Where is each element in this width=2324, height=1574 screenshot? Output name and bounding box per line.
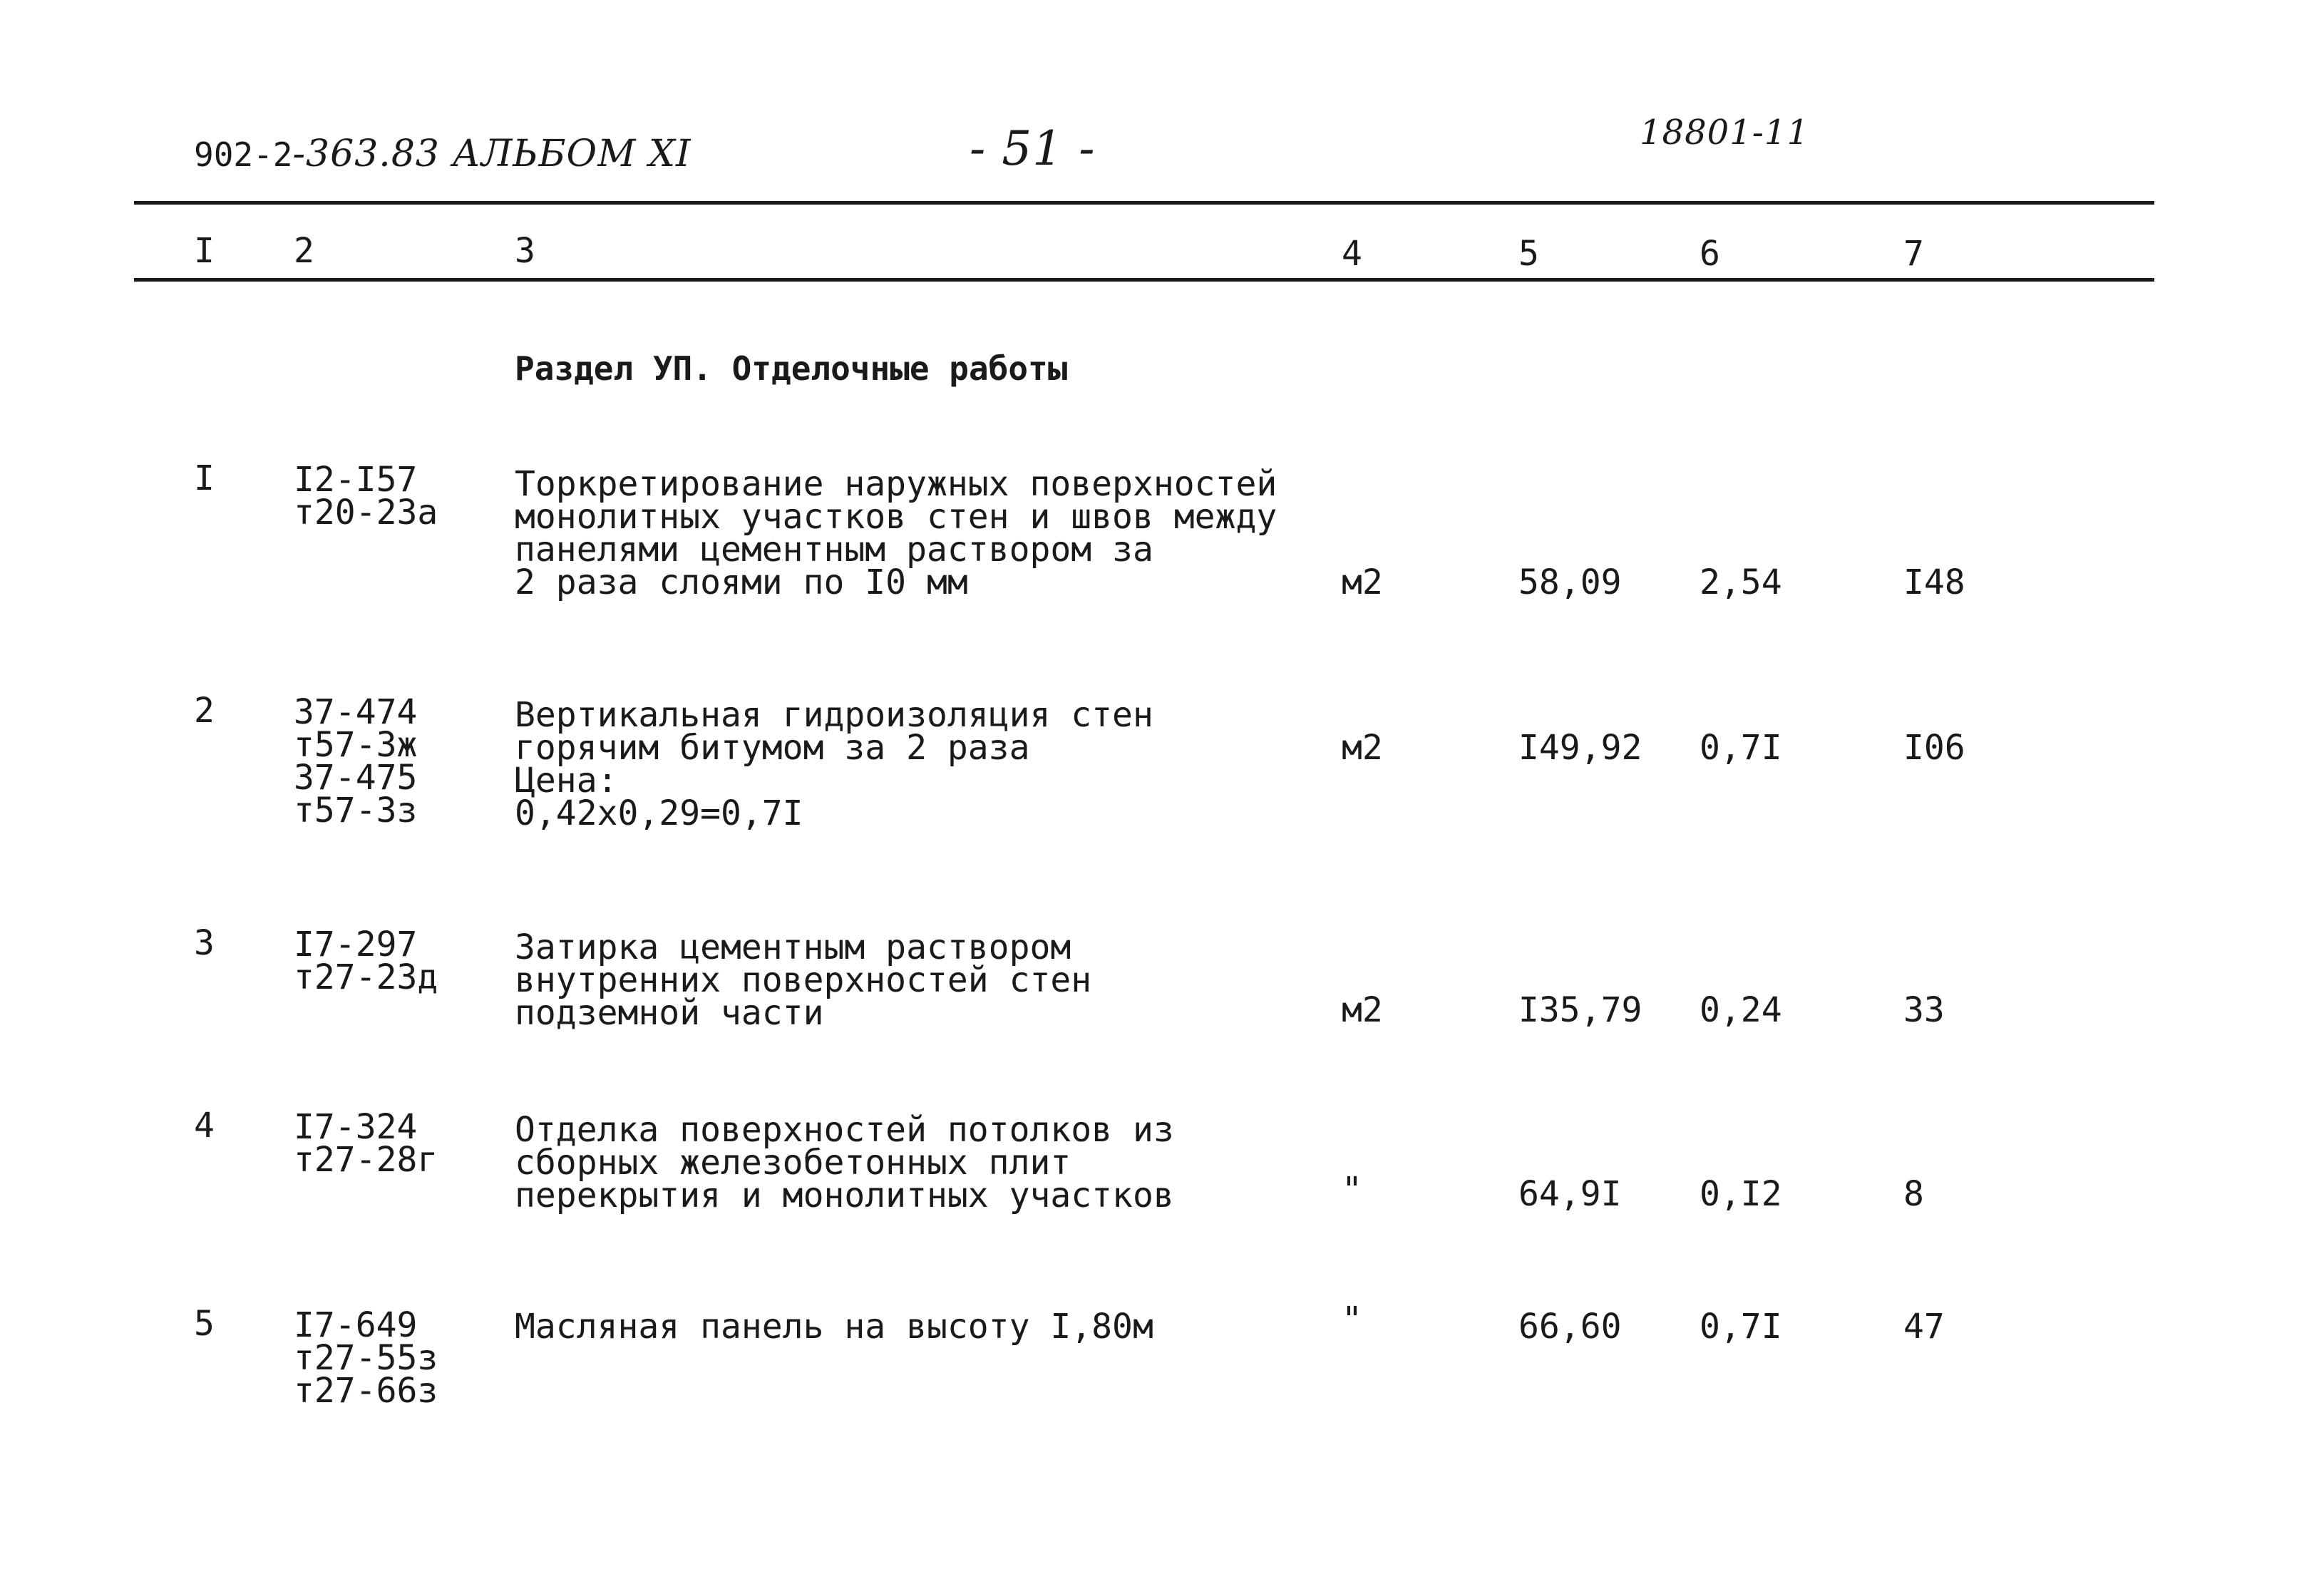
unit-price: 0,7I xyxy=(1700,728,1782,768)
description-line: Цена: xyxy=(515,761,618,801)
description-line: монолитных участков стен и швов между xyxy=(515,497,1277,537)
norm-code: т57-3ж xyxy=(294,725,418,765)
work-description xyxy=(515,1307,1153,1347)
norm-code: I7-297 xyxy=(294,925,418,965)
norm-code: 37-475 xyxy=(294,758,418,798)
series-code-handwritten: -363.83 АЛЬБОМ XI xyxy=(292,133,691,175)
description-line: подземной части xyxy=(515,993,824,1033)
series-code-printed: 902-2 xyxy=(194,135,293,174)
work-description xyxy=(515,464,1277,602)
norm-code: I7-324 xyxy=(294,1107,418,1147)
description-line: перекрытия и монолитных участков xyxy=(515,1176,1174,1215)
description-line: Торкретирование наружных поверхностей xyxy=(515,464,1277,504)
unit: м2 xyxy=(1342,990,1383,1030)
norm-code: т27-23д xyxy=(294,957,438,997)
column-header-7: 7 xyxy=(1903,234,1924,274)
work-description xyxy=(515,695,1153,833)
description-line: сборных железобетонных плит xyxy=(515,1143,1071,1183)
column-header-4: 4 xyxy=(1342,234,1362,274)
description-line: Затирка цементным раствором xyxy=(515,927,1071,967)
norm-codes xyxy=(294,1107,438,1180)
description-line: панелями цементным раствором за xyxy=(515,530,1153,570)
column-header-3: 3 xyxy=(515,231,535,271)
unit-price: 0,7I xyxy=(1700,1307,1782,1347)
norm-codes xyxy=(294,460,438,533)
unit-price: 0,I2 xyxy=(1700,1174,1782,1214)
unit: м2 xyxy=(1342,728,1383,768)
column-header-5: 5 xyxy=(1518,234,1539,274)
description-line: Вертикальная гидроизоляция стен xyxy=(515,695,1153,735)
description-line: 0,42х0,29=0,7I xyxy=(515,793,803,833)
total-cost: I06 xyxy=(1903,728,1965,768)
unit: м2 xyxy=(1342,562,1383,602)
quantity: 64,9I xyxy=(1518,1174,1622,1214)
unit: " xyxy=(1342,1170,1362,1210)
unit-price: 0,24 xyxy=(1700,990,1782,1030)
description-line: внутренних поверхностей стен xyxy=(515,960,1092,1000)
total-cost: I48 xyxy=(1903,562,1965,602)
total-cost: 33 xyxy=(1903,990,1945,1030)
work-description xyxy=(515,927,1092,1033)
section-title: Раздел УП. Отделочные работы xyxy=(515,349,1068,388)
unit-price: 2,54 xyxy=(1700,562,1782,602)
row-number: 5 xyxy=(194,1304,215,1344)
column-head-rule xyxy=(134,278,2154,282)
quantity: I35,79 xyxy=(1518,990,1642,1030)
column-header-1: I xyxy=(194,231,215,271)
norm-code: 37-474 xyxy=(294,692,418,732)
total-cost: 47 xyxy=(1903,1307,1945,1347)
row-number: I xyxy=(194,458,215,498)
description-line: горячим битумом за 2 раза xyxy=(515,728,1030,768)
row-number: 4 xyxy=(194,1106,215,1146)
header-rule xyxy=(134,201,2154,205)
total-cost: 8 xyxy=(1903,1174,1924,1214)
norm-code: I2-I57 xyxy=(294,460,418,500)
norm-code: т27-28г xyxy=(294,1140,438,1180)
work-description xyxy=(515,1110,1174,1215)
row-number: 2 xyxy=(194,691,215,731)
document-number: 18801-11 xyxy=(1640,113,1809,153)
norm-codes xyxy=(294,925,438,997)
column-header-6: 6 xyxy=(1700,234,1720,274)
norm-code: т20-23а xyxy=(294,493,438,533)
norm-code: I7-649 xyxy=(294,1305,418,1345)
unit: " xyxy=(1342,1300,1362,1339)
series-code xyxy=(194,133,691,175)
quantity: 58,09 xyxy=(1518,562,1622,602)
page-number: - 51 - xyxy=(970,121,1096,176)
norm-code: т57-3з xyxy=(294,791,418,830)
description-line: Отделка поверхностей потолков из xyxy=(515,1110,1174,1150)
norm-codes xyxy=(294,1305,438,1411)
norm-codes xyxy=(294,692,418,830)
description-line: 2 раза слоями по I0 мм xyxy=(515,562,968,602)
norm-code: т27-66з xyxy=(294,1371,438,1411)
column-header-2: 2 xyxy=(294,231,314,271)
row-number: 3 xyxy=(194,923,215,963)
description-line: Масляная панель на высоту I,80м xyxy=(515,1307,1153,1347)
quantity: 66,60 xyxy=(1518,1307,1622,1347)
norm-code: т27-55з xyxy=(294,1338,438,1378)
quantity: I49,92 xyxy=(1518,728,1642,768)
